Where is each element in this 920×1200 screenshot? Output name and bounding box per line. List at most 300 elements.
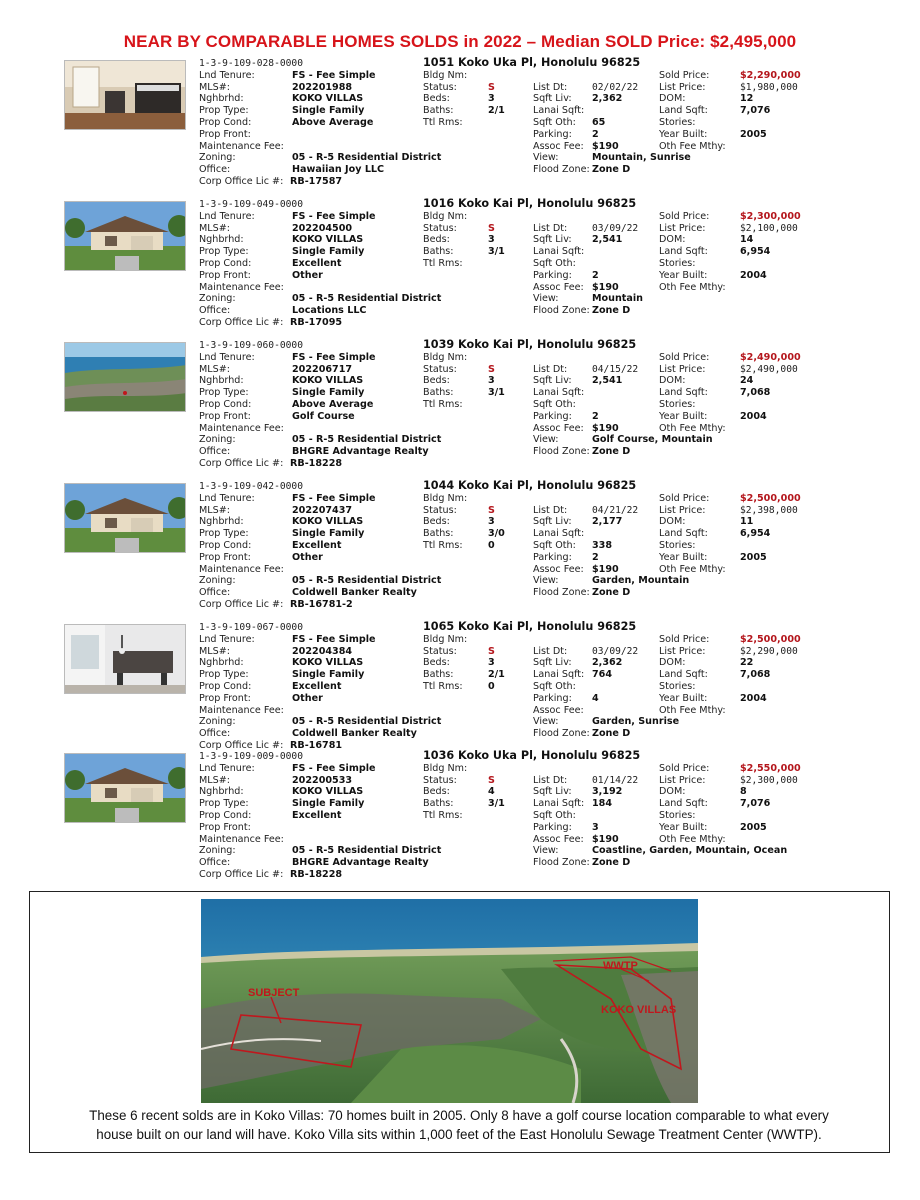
value-dom: 8 [740,786,747,798]
value-dom: 22 [740,657,754,669]
value-baths: 3/1 [488,246,505,258]
label-year-built: Year Built: [659,410,708,422]
value-assoc-fee: $190 [592,422,619,434]
label-lanai-sqft: Lanai Sqft: [533,105,585,117]
value-nghbrhd: KOKO VILLAS [292,657,364,669]
label-corp-office-lic: Corp Office Lic #: [199,317,284,328]
label-prop-cond: Prop Cond: [199,540,252,551]
label-lanai-sqft: Lanai Sqft: [533,246,585,258]
label-sqft-liv: Sqft Liv: [533,786,572,798]
label-flood-zone: Flood Zone: [533,857,590,869]
label-status: Status: [423,774,457,786]
value-list-price: $2,490,000 [740,363,798,375]
label-office: Office: [199,446,231,458]
label-flood-zone: Flood Zone: [533,305,590,317]
label-list-dt: List Dt: [533,645,568,657]
label-mls: MLS#: [199,81,230,93]
value-beds: 4 [488,786,495,798]
label-sold-price: Sold Price: [659,633,710,645]
label-ttl-rms: Ttl Rms: [423,810,463,821]
label-year-built: Year Built: [659,692,708,704]
label-sqft-oth: Sqft Oth: [533,681,576,692]
label-nghbrhd: Nghbrhd: [199,657,244,669]
label-ttl-rms: Ttl Rms: [423,681,463,692]
label-maintenance-fee: Maintenance Fee: [199,281,284,293]
value-prop-cond: Above Average [292,117,374,128]
label-stories: Stories: [659,540,696,551]
value-prop-type: Single Family [292,246,365,258]
label-dom: DOM: [659,657,686,669]
value-list-price: $2,398,000 [740,504,798,516]
label-prop-front: Prop Front: [199,128,251,140]
value-corp-office-lic: RB-18228 [290,869,343,880]
label-corp-office-lic: Corp Office Lic #: [199,176,284,187]
value-list-price: $2,100,000 [740,222,798,234]
aerial-label-koko-villas: KOKO VILLAS [601,1004,677,1016]
value-dom: 11 [740,516,754,528]
label-office: Office: [199,857,231,869]
listing-address: 1039 Koko Kai Pl, Honolulu 96825 [423,338,637,351]
label-assoc-fee: Assoc Fee: [533,833,584,845]
label-prop-cond: Prop Cond: [199,399,252,410]
label-prop-cond: Prop Cond: [199,117,252,128]
label-flood-zone: Flood Zone: [533,446,590,458]
listing-address: 1044 Koko Kai Pl, Honolulu 96825 [423,479,637,492]
value-sold-price: $2,500,000 [740,492,801,504]
label-baths: Baths: [423,246,454,258]
value-sqft-oth: 338 [592,540,613,551]
label-oth-fee-mthy: Oth Fee Mthy: [659,422,726,434]
value-mls: 202204384 [292,645,353,657]
value-list-dt: 03/09/22 [592,222,639,234]
label-zoning: Zoning: [199,434,236,446]
value-beds: 3 [488,234,495,246]
value-flood-zone: Zone D [592,728,631,740]
value-prop-front: Golf Course [292,410,355,422]
label-prop-cond: Prop Cond: [199,810,252,821]
tmk-number: 1-3-9-109-009-0000 [199,751,303,762]
label-land-sqft: Land Sqft: [659,669,708,681]
label-bldg-nm: Bldg Nm: [423,210,468,222]
label-flood-zone: Flood Zone: [533,587,590,599]
value-sold-price: $2,300,000 [740,210,801,222]
value-flood-zone: Zone D [592,857,631,869]
value-land-sqft: 7,076 [740,105,771,117]
value-status: S [488,645,495,657]
label-maintenance-fee: Maintenance Fee: [199,563,284,575]
value-status: S [488,774,495,786]
value-list-price: $2,300,000 [740,774,798,786]
value-prop-cond: Excellent [292,258,342,269]
label-nghbrhd: Nghbrhd: [199,234,244,246]
label-list-price: List Price: [659,81,706,93]
aerial-label-wwtp: WWTP [603,960,638,972]
listing-address: 1016 Koko Kai Pl, Honolulu 96825 [423,197,637,210]
label-baths: Baths: [423,669,454,681]
value-list-dt: 03/09/22 [592,645,639,657]
label-stories: Stories: [659,117,696,128]
value-flood-zone: Zone D [592,305,631,317]
label-nghbrhd: Nghbrhd: [199,93,244,105]
label-status: Status: [423,645,457,657]
label-year-built: Year Built: [659,269,708,281]
label-land-sqft: Land Sqft: [659,528,708,540]
label-assoc-fee: Assoc Fee: [533,563,584,575]
value-year-built: 2005 [740,551,767,563]
label-dom: DOM: [659,93,686,105]
label-beds: Beds: [423,657,450,669]
label-sqft-oth: Sqft Oth: [533,810,576,821]
label-view: View: [533,152,559,164]
label-prop-front: Prop Front: [199,410,251,422]
value-mls: 202206717 [292,363,353,375]
label-baths: Baths: [423,798,454,810]
label-view: View: [533,434,559,446]
value-prop-type: Single Family [292,105,365,117]
label-maintenance-fee: Maintenance Fee: [199,140,284,152]
listing-photo-house-exterior [64,483,186,553]
label-land-sqft: Land Sqft: [659,798,708,810]
tmk-number: 1-3-9-109-067-0000 [199,622,303,633]
label-bldg-nm: Bldg Nm: [423,492,468,504]
label-mls: MLS#: [199,645,230,657]
label-list-dt: List Dt: [533,222,568,234]
label-nghbrhd: Nghbrhd: [199,375,244,387]
value-year-built: 2005 [740,128,767,140]
label-sqft-oth: Sqft Oth: [533,258,576,269]
value-dom: 24 [740,375,754,387]
label-view: View: [533,716,559,728]
label-list-price: List Price: [659,774,706,786]
label-list-dt: List Dt: [533,363,568,375]
label-list-price: List Price: [659,645,706,657]
value-zoning: 05 - R-5 Residential District [292,845,442,857]
value-prop-type: Single Family [292,669,365,681]
label-prop-cond: Prop Cond: [199,681,252,692]
listing-4 [64,481,824,621]
label-dom: DOM: [659,375,686,387]
value-corp-office-lic: RB-17587 [290,176,343,187]
label-status: Status: [423,363,457,375]
value-nghbrhd: KOKO VILLAS [292,516,364,528]
value-dom: 12 [740,93,754,105]
value-mls: 202201988 [292,81,353,93]
label-flood-zone: Flood Zone: [533,164,590,176]
label-prop-type: Prop Type: [199,246,249,258]
aerial-label-subject: SUBJECT [248,987,300,999]
value-flood-zone: Zone D [592,446,631,458]
value-zoning: 05 - R-5 Residential District [292,434,442,446]
value-office: Coldwell Banker Realty [292,728,417,740]
label-lnd-tenure: Lnd Tenure: [199,69,255,81]
page-title: NEAR BY COMPARABLE HOMES SOLDS in 2022 – Median SOLD Price: $2,495,000 [123,32,797,51]
label-maintenance-fee: Maintenance Fee: [199,422,284,434]
value-prop-front: Other [292,692,323,704]
listing-photo-house-exterior [64,201,186,271]
label-stories: Stories: [659,681,696,692]
value-flood-zone: Zone D [592,164,631,176]
value-sqft-liv: 3,192 [592,786,623,798]
value-mls: 202200533 [292,774,353,786]
value-view: Golf Course, Mountain [592,434,713,446]
listing-3 [64,340,824,480]
value-list-dt: 04/21/22 [592,504,639,516]
label-prop-type: Prop Type: [199,798,249,810]
listing-5 [64,622,824,762]
label-list-price: List Price: [659,504,706,516]
label-ttl-rms: Ttl Rms: [423,540,463,551]
label-bldg-nm: Bldg Nm: [423,633,468,645]
value-office: Locations LLC [292,305,367,317]
value-office: Coldwell Banker Realty [292,587,417,599]
label-oth-fee-mthy: Oth Fee Mthy: [659,833,726,845]
aerial-photo [201,899,698,1103]
listing-photo-aerial-coast [64,342,186,412]
value-sold-price: $2,290,000 [740,69,801,81]
label-zoning: Zoning: [199,716,236,728]
value-baths: 2/1 [488,105,505,117]
listing-1 [64,58,824,198]
aerial-summary-box [29,891,890,1153]
listing-photo-interior-dining [64,624,186,694]
label-office: Office: [199,587,231,599]
label-mls: MLS#: [199,774,230,786]
value-prop-front: Other [292,269,323,281]
value-lnd-tenure: FS - Fee Simple [292,762,376,774]
value-baths: 2/1 [488,669,505,681]
label-lanai-sqft: Lanai Sqft: [533,798,585,810]
label-beds: Beds: [423,786,450,798]
value-beds: 3 [488,516,495,528]
label-parking: Parking: [533,821,572,833]
label-oth-fee-mthy: Oth Fee Mthy: [659,140,726,152]
label-parking: Parking: [533,692,572,704]
label-beds: Beds: [423,93,450,105]
label-mls: MLS#: [199,504,230,516]
value-sqft-liv: 2,362 [592,93,623,105]
label-ttl-rms: Ttl Rms: [423,399,463,410]
label-ttl-rms: Ttl Rms: [423,258,463,269]
label-lnd-tenure: Lnd Tenure: [199,633,255,645]
label-view: View: [533,293,559,305]
value-sqft-liv: 2,541 [592,375,623,387]
label-bldg-nm: Bldg Nm: [423,351,468,363]
value-prop-type: Single Family [292,387,365,399]
value-view: Mountain [592,293,643,305]
value-zoning: 05 - R-5 Residential District [292,716,442,728]
label-maintenance-fee: Maintenance Fee: [199,833,284,845]
value-lnd-tenure: FS - Fee Simple [292,69,376,81]
value-land-sqft: 6,954 [740,246,771,258]
value-assoc-fee: $190 [592,563,619,575]
value-list-dt: 02/02/22 [592,81,639,93]
label-sold-price: Sold Price: [659,69,710,81]
label-prop-front: Prop Front: [199,692,251,704]
label-office: Office: [199,164,231,176]
value-prop-front: Other [292,551,323,563]
label-land-sqft: Land Sqft: [659,246,708,258]
value-list-dt: 04/15/22 [592,363,639,375]
value-sqft-liv: 2,177 [592,516,623,528]
value-list-price: $2,290,000 [740,645,798,657]
aerial-map-image [201,899,698,1103]
label-oth-fee-mthy: Oth Fee Mthy: [659,563,726,575]
label-beds: Beds: [423,516,450,528]
caption-line-2: house built on our land will have. Koko Villa sits within 1,000 feet of the East Honolulu Sewage Treatment Center (WWTP). [96,1127,822,1142]
label-lanai-sqft: Lanai Sqft: [533,387,585,399]
value-status: S [488,363,495,375]
value-parking: 2 [592,269,599,281]
value-nghbrhd: KOKO VILLAS [292,375,364,387]
label-office: Office: [199,305,231,317]
value-beds: 3 [488,657,495,669]
label-lanai-sqft: Lanai Sqft: [533,528,585,540]
label-list-dt: List Dt: [533,774,568,786]
value-sqft-liv: 2,362 [592,657,623,669]
label-corp-office-lic: Corp Office Lic #: [199,458,284,469]
label-corp-office-lic: Corp Office Lic #: [199,869,284,880]
label-stories: Stories: [659,399,696,410]
label-zoning: Zoning: [199,575,236,587]
label-lnd-tenure: Lnd Tenure: [199,492,255,504]
caption-line-1: These 6 recent solds are in Koko Villas: 70 homes built in 2005. Only 8 have a golf course location comparable to what every [89,1108,829,1123]
value-prop-cond: Excellent [292,810,342,821]
label-year-built: Year Built: [659,821,708,833]
value-land-sqft: 7,068 [740,387,771,399]
label-prop-type: Prop Type: [199,669,249,681]
value-prop-type: Single Family [292,798,365,810]
value-corp-office-lic: RB-18228 [290,458,343,469]
label-year-built: Year Built: [659,128,708,140]
value-office: Hawaiian Joy LLC [292,164,385,176]
label-land-sqft: Land Sqft: [659,387,708,399]
listing-6 [64,751,824,891]
value-lanai-sqft: 764 [592,669,613,681]
caption [30,1106,888,1144]
tmk-number: 1-3-9-109-060-0000 [199,340,303,351]
label-baths: Baths: [423,105,454,117]
label-parking: Parking: [533,128,572,140]
label-sqft-liv: Sqft Liv: [533,657,572,669]
value-status: S [488,81,495,93]
label-sold-price: Sold Price: [659,351,710,363]
listing-photo-interior-kitchen [64,60,186,130]
listing-2 [64,199,824,339]
label-office: Office: [199,728,231,740]
label-corp-office-lic: Corp Office Lic #: [199,740,284,751]
label-assoc-fee: Assoc Fee: [533,281,584,293]
value-lnd-tenure: FS - Fee Simple [292,492,376,504]
label-sold-price: Sold Price: [659,492,710,504]
label-status: Status: [423,222,457,234]
value-nghbrhd: KOKO VILLAS [292,93,364,105]
label-status: Status: [423,81,457,93]
value-ttl-rms: 0 [488,540,495,551]
label-sqft-oth: Sqft Oth: [533,117,576,128]
label-sold-price: Sold Price: [659,210,710,222]
label-oth-fee-mthy: Oth Fee Mthy: [659,281,726,293]
value-assoc-fee: $190 [592,833,619,845]
tmk-number: 1-3-9-109-028-0000 [199,58,303,69]
value-parking: 2 [592,551,599,563]
value-office: BHGRE Advantage Realty [292,857,429,869]
value-view: Garden, Sunrise [592,716,680,728]
label-dom: DOM: [659,234,686,246]
value-baths: 3/0 [488,528,505,540]
label-bldg-nm: Bldg Nm: [423,762,468,774]
value-lanai-sqft: 184 [592,798,613,810]
label-sqft-liv: Sqft Liv: [533,234,572,246]
value-sold-price: $2,550,000 [740,762,801,774]
label-prop-front: Prop Front: [199,821,251,833]
label-zoning: Zoning: [199,293,236,305]
label-beds: Beds: [423,375,450,387]
label-zoning: Zoning: [199,152,236,164]
label-sold-price: Sold Price: [659,762,710,774]
label-flood-zone: Flood Zone: [533,728,590,740]
label-land-sqft: Land Sqft: [659,105,708,117]
value-zoning: 05 - R-5 Residential District [292,575,442,587]
listing-address: 1036 Koko Uka Pl, Honolulu 96825 [423,749,641,762]
value-mls: 202204500 [292,222,353,234]
value-assoc-fee: $190 [592,281,619,293]
tmk-number: 1-3-9-109-042-0000 [199,481,303,492]
label-prop-front: Prop Front: [199,269,251,281]
label-nghbrhd: Nghbrhd: [199,786,244,798]
label-assoc-fee: Assoc Fee: [533,704,584,716]
value-corp-office-lic: RB-16781 [290,740,343,751]
value-baths: 3/1 [488,387,505,399]
value-zoning: 05 - R-5 Residential District [292,152,442,164]
value-nghbrhd: KOKO VILLAS [292,234,364,246]
value-flood-zone: Zone D [592,587,631,599]
value-list-dt: 01/14/22 [592,774,639,786]
label-list-price: List Price: [659,222,706,234]
value-view: Garden, Mountain [592,575,690,587]
label-mls: MLS#: [199,363,230,375]
label-view: View: [533,845,559,857]
label-zoning: Zoning: [199,845,236,857]
label-prop-type: Prop Type: [199,387,249,399]
label-status: Status: [423,504,457,516]
label-beds: Beds: [423,234,450,246]
label-baths: Baths: [423,528,454,540]
label-lnd-tenure: Lnd Tenure: [199,762,255,774]
value-year-built: 2005 [740,821,767,833]
value-status: S [488,504,495,516]
value-list-price: $1,980,000 [740,81,798,93]
value-parking: 2 [592,128,599,140]
label-prop-type: Prop Type: [199,528,249,540]
label-parking: Parking: [533,551,572,563]
label-nghbrhd: Nghbrhd: [199,516,244,528]
listing-address: 1065 Koko Kai Pl, Honolulu 96825 [423,620,637,633]
value-nghbrhd: KOKO VILLAS [292,786,364,798]
value-lnd-tenure: FS - Fee Simple [292,633,376,645]
value-parking: 2 [592,410,599,422]
label-sqft-liv: Sqft Liv: [533,516,572,528]
label-parking: Parking: [533,410,572,422]
label-view: View: [533,575,559,587]
label-dom: DOM: [659,516,686,528]
label-lnd-tenure: Lnd Tenure: [199,210,255,222]
value-sqft-liv: 2,541 [592,234,623,246]
value-sqft-oth: 65 [592,117,606,128]
listing-address: 1051 Koko Uka Pl, Honolulu 96825 [423,56,641,69]
value-land-sqft: 7,076 [740,798,771,810]
value-office: BHGRE Advantage Realty [292,446,429,458]
value-lnd-tenure: FS - Fee Simple [292,210,376,222]
